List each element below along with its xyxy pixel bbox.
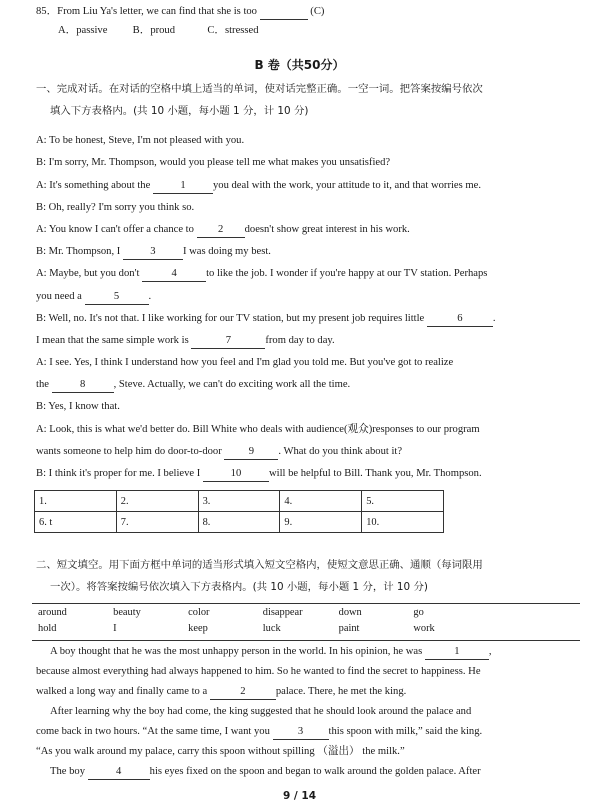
- word-box-cell: around: [38, 606, 67, 618]
- line-text: come back in two hours. “At the same time, I want you: [36, 726, 270, 737]
- text-line: [36, 201, 555, 215]
- answer-cell[interactable]: 4.: [280, 491, 362, 512]
- line-text: B: Oh, really? I'm sorry you think so.: [36, 202, 195, 213]
- line-text: After learning why the boy had come, the king suggested that he should look around the palace and: [50, 706, 472, 717]
- line-text: .: [492, 313, 496, 324]
- blank-6[interactable]: 6: [427, 312, 493, 327]
- text-line: [50, 765, 555, 780]
- table-row: [34, 604, 484, 620]
- answer-cell[interactable]: 3.: [198, 491, 280, 512]
- q85-options: [58, 24, 555, 38]
- table-row: [34, 620, 484, 636]
- line-text: ,: [488, 646, 492, 657]
- word-box-cell: down: [338, 606, 362, 618]
- line-text: A: Maybe, but you don't: [36, 268, 140, 279]
- answer-cell[interactable]: 2.: [116, 491, 198, 512]
- part1-instruction-2: 填入下方表格内。(共 10 小题，每小题 1 分，计 10 分): [50, 105, 309, 117]
- q85-blank: [260, 5, 308, 20]
- blank-1[interactable]: 1: [425, 645, 489, 660]
- text-line: [36, 156, 555, 170]
- word-box-cell: luck: [262, 622, 281, 634]
- answer-cell[interactable]: 5.: [362, 491, 444, 512]
- table-row: [35, 512, 444, 533]
- word-box-cell: go: [413, 606, 424, 618]
- word-box-cell: beauty: [113, 606, 141, 618]
- line-text: A: To be honest, Steve, I'm not pleased with you.: [36, 135, 245, 146]
- q85-stem: 85．From Liu Ya's letter, we can find that she is too: [36, 6, 257, 17]
- page-number: 9 / 14: [282, 790, 317, 802]
- word-box-cell: paint: [338, 622, 360, 634]
- text-line: [36, 356, 555, 370]
- text-line: [36, 725, 555, 740]
- answer-cell[interactable]: 10.: [362, 512, 444, 533]
- line-text: B: I'm sorry, Mr. Thompson, would you please tell me what makes you unsatisfied?: [36, 157, 391, 168]
- part2-instruction-2: 一次）。将答案按编号依次填入下方表格内。(共 10 小题，每小题 1 分，计 10 分): [50, 581, 428, 593]
- line-text: palace. There, he met the king.: [275, 686, 407, 697]
- q85-answer-tag: (C): [310, 6, 325, 17]
- text-line: [36, 245, 555, 260]
- line-text: The boy: [50, 766, 86, 777]
- blank-3[interactable]: 3: [123, 245, 183, 260]
- text-line: [36, 665, 555, 679]
- q85-option-c: C．stressed: [207, 25, 259, 36]
- word-box-cell: color: [188, 606, 210, 618]
- text-line: [36, 745, 555, 759]
- line-text: his eyes fixed on the spoon and began to walk around the golden palace. After: [149, 766, 481, 777]
- q85-line: [36, 5, 555, 20]
- text-line: [36, 223, 555, 238]
- text-line: [50, 705, 555, 719]
- line-text: from day to day.: [265, 335, 335, 346]
- blank-1[interactable]: 1: [153, 179, 213, 194]
- line-text: B: Yes, I know that.: [36, 401, 120, 412]
- text-line: [36, 179, 555, 194]
- part1-instruction-1: 一、完成对话。在对话的空格中填上适当的单词，使对话完整正确。一空一词。把答案按编号依次: [36, 83, 483, 95]
- word-box: [34, 604, 484, 636]
- q85-option-a: A．passive: [58, 25, 108, 36]
- line-text: will be helpful to Bill. Thank you, Mr. Thompson.: [268, 468, 482, 479]
- blank-7[interactable]: 7: [191, 334, 265, 349]
- line-text: . What do you think about it?: [278, 446, 403, 457]
- line-text: to like the job. I wonder if you're happy at our TV station. Perhaps: [206, 268, 488, 279]
- answer-cell[interactable]: 6. t: [35, 512, 117, 533]
- blank-10[interactable]: 10: [203, 467, 269, 482]
- answer-cell[interactable]: 9.: [280, 512, 362, 533]
- word-box-cell: I: [113, 622, 117, 634]
- text-line: [50, 645, 555, 660]
- text-line: [36, 685, 555, 700]
- blank-2[interactable]: 2: [210, 685, 276, 700]
- blank-3[interactable]: 3: [273, 725, 329, 740]
- word-box-cell: hold: [38, 622, 57, 634]
- line-text: because almost everything had always happened to him. So he wanted to find the secret to happiness. He: [36, 666, 481, 677]
- blank-5[interactable]: 5: [85, 290, 149, 305]
- text-line: [36, 445, 555, 460]
- line-text: A: It's something about the: [36, 180, 151, 191]
- blank-8[interactable]: 8: [52, 378, 114, 393]
- line-text: you deal with the work, your attitude to it, and that worries me.: [212, 180, 481, 191]
- line-text: I mean that the same simple work is: [36, 335, 189, 346]
- text-line: [36, 467, 555, 482]
- answer-cell[interactable]: 1.: [35, 491, 117, 512]
- text-line: [36, 334, 555, 349]
- line-text: A: You know I can't offer a chance to: [36, 224, 194, 235]
- blank-9[interactable]: 9: [224, 445, 278, 460]
- text-line: [36, 423, 555, 437]
- text-line: [36, 267, 555, 282]
- line-text: wants someone to help him do door-to-door: [36, 446, 222, 457]
- line-text: doesn't show great interest in his work.: [244, 224, 410, 235]
- text-line: [36, 378, 555, 393]
- word-box-cell: disappear: [262, 606, 303, 618]
- line-text: B: I think it's proper for me. I believe I: [36, 468, 201, 479]
- line-text: A boy thought that he was the most unhappy person in the world. In his opinion, he was: [50, 646, 423, 657]
- text-line: [36, 134, 555, 148]
- text-line: [36, 290, 555, 305]
- part2-instruction-1: 二、短文填空。用下面方框中单词的适当形式填入短文空格内，使短文意思正确、通顺（每词限用: [36, 559, 483, 571]
- line-text: walked a long way and finally came to a: [36, 686, 208, 697]
- blank-4[interactable]: 4: [142, 267, 206, 282]
- line-text: “As you walk around my palace, carry this spoon without spilling （溢出） the milk.”: [36, 746, 405, 757]
- word-box-cell: work: [413, 622, 435, 634]
- text-line: [36, 400, 555, 414]
- text-line: [36, 312, 555, 327]
- line-text: B: Mr. Thompson, I: [36, 246, 121, 257]
- answer-cell[interactable]: 7.: [116, 512, 198, 533]
- line-text: A: Look, this is what we'd better do. Bill White who deals with audience(观众)responses to our program: [36, 424, 480, 435]
- line-text: the: [36, 379, 49, 390]
- line-text: A: I see. Yes, I think I understand how you feel and I'm glad you told me. But you've got to realize: [36, 357, 454, 368]
- line-text: I was doing my best.: [182, 246, 271, 257]
- answer-cell[interactable]: 8.: [198, 512, 280, 533]
- answer-table-part1: [34, 490, 444, 533]
- line-text: , Steve. Actually, we can't do exciting work all the time.: [113, 379, 351, 390]
- table-row: [35, 491, 444, 512]
- q85-option-b: B．proud: [132, 25, 176, 36]
- blank-4[interactable]: 4: [88, 765, 150, 780]
- line-text: .: [148, 291, 152, 302]
- section-b-title: B 卷（共50分）: [254, 58, 345, 72]
- word-box-cell: keep: [188, 622, 208, 634]
- line-text: this spoon with milk,” said the king.: [328, 726, 483, 737]
- line-text: B: Well, no. It's not that. I like working for our TV station, but my present job requires little: [36, 313, 425, 324]
- line-text: you need a: [36, 291, 82, 302]
- blank-2[interactable]: 2: [197, 223, 245, 238]
